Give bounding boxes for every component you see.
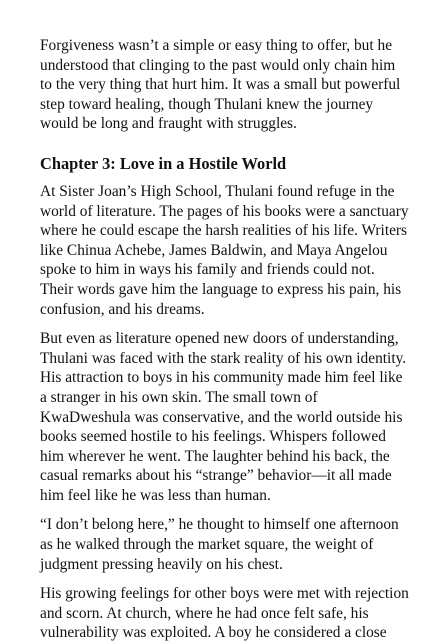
text-line: KwaDweshula was conservative, and the world outside his (40, 408, 403, 426)
paragraph-literature (40, 182, 409, 319)
text-line: books seemed hostile to his feelings. Whispers followed (40, 428, 386, 446)
text-line: But even as literature opened new doors of understanding, (40, 330, 399, 348)
text-line: Forgiveness wasn’t a simple or easy thing to offer, but he (40, 37, 393, 54)
text-line: would be long and fraught with struggles. (40, 115, 297, 133)
text-line: confusion, and his dreams. (40, 300, 205, 318)
text-line: spoke to him in ways his family and friends could not. (40, 261, 375, 279)
chapter-heading: Chapter 3: Love in a Hostile World (40, 153, 287, 173)
text-line: like Chinua Achebe, James Baldwin, and Maya Angelou (40, 241, 388, 259)
text-line: step toward healing, though Thulani knew the journey (40, 95, 374, 113)
text-line: judgment pressing heavily on his chest. (40, 555, 283, 573)
text-line: At Sister Joan’s High School, Thulani found refuge in the (40, 182, 395, 200)
text-line: vulnerability was exploited. A boy he considered a close (40, 624, 387, 642)
paragraph-quote (40, 515, 399, 574)
text-line: world of literature. The pages of his books were a sanctuary (40, 202, 409, 220)
paragraph-identity (40, 329, 407, 505)
text-line: casual remarks about his “strange” behavior—it all made (40, 467, 392, 485)
text-line: him wherever he went. The laughter behind his back, the (40, 447, 390, 465)
text-line: “I don’t belong here,” he thought to himself one afternoon (40, 516, 399, 534)
text-line: and scorn. At church, where he had once felt safe, his (40, 604, 369, 622)
text-line: Thulani was faced with the stark reality of his own identity. (40, 349, 407, 367)
text-line: as he walked through the market square, the weight of (40, 536, 374, 554)
paragraph-church (40, 584, 409, 643)
text-line: His attraction to boys in his community made him feel like (40, 369, 403, 387)
text-line: His growing feelings for other boys were met with rejection (40, 585, 409, 603)
text-line: a stranger in his own skin. The small town of (40, 388, 318, 406)
text-line: him feel like he was less than human. (40, 486, 271, 504)
text-line: where he could escape the harsh realities of his life. Writers (40, 222, 408, 240)
text-line: understood that clinging to the past would only chain him (40, 56, 396, 74)
text-line: Their words gave him the language to express his pain, his (40, 280, 402, 298)
text-line: to the very thing that hurt him. It was a small but powerful (40, 76, 401, 94)
paragraph-forgiveness (40, 36, 401, 134)
